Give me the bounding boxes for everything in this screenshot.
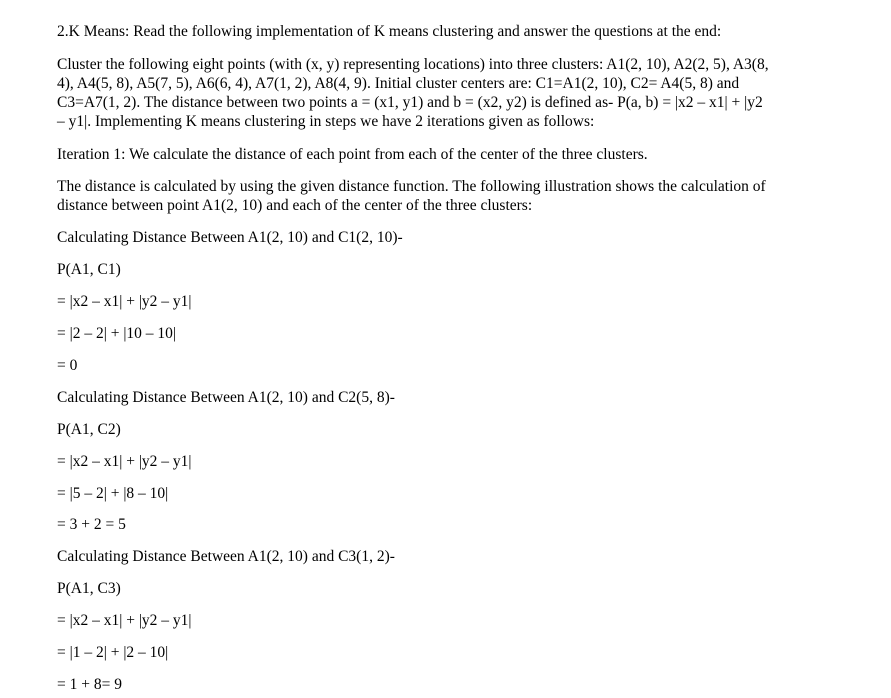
calc3-step1: = |x2 – x1| + |y2 – y1| [57,612,192,629]
calc3-step2: = |1 – 2| + |2 – 10| [57,644,169,661]
calc1-result: = 0 [57,357,78,374]
calc2-result: = 3 + 2 = 5 [57,516,126,533]
calc1-step1: = |x2 – x1| + |y2 – y1| [57,293,192,310]
calc2-step2: = |5 – 2| + |8 – 10| [57,485,169,502]
calc3-heading: Calculating Distance Between A1(2, 10) and C3(1, 2)- [57,548,395,565]
intro-line-1: Cluster the following eight points (with (x, y) representing locations) into three clusters: A1(2, 10), A2(2, 5), A3(8, [57,56,769,73]
question-heading: 2.K Means: Read the following implementation of K means clustering and answer the questions at the end: [57,23,722,40]
calc3-result: = 1 + 8= 9 [57,676,122,693]
calc2-heading: Calculating Distance Between A1(2, 10) and C2(5, 8)- [57,389,395,406]
calc1-step2: = |2 – 2| + |10 – 10| [57,325,177,342]
calc1-label: P(A1, C1) [57,261,121,278]
iteration-1-text: Iteration 1: We calculate the distance of each point from each of the center of the three clusters. [57,146,648,163]
intro-line-3: C3=A7(1, 2). The distance between two points a = (x1, y1) and b = (x2, y2) is defined as- P(a, b) = |x2 – x1| + |y2 [57,94,763,111]
intro-line-2: 4), A4(5, 8), A5(7, 5), A6(6, 4), A7(1, 2), A8(4, 9). Initial cluster centers are: C1=A1(2, 10), C2= A4(5, 8) and [57,75,740,92]
calc3-label: P(A1, C3) [57,580,121,597]
intro-line-4: – y1|. Implementing K means clustering in steps we have 2 iterations given as follows: [57,113,595,130]
explanation-line-2: distance between point A1(2, 10) and each of the center of the three clusters: [57,197,533,214]
calc2-label: P(A1, C2) [57,421,121,438]
calc2-step1: = |x2 – x1| + |y2 – y1| [57,453,192,470]
calc1-heading: Calculating Distance Between A1(2, 10) and C1(2, 10)- [57,229,403,246]
explanation-line-1: The distance is calculated by using the given distance function. The following illustration shows the calculation of [57,178,766,195]
